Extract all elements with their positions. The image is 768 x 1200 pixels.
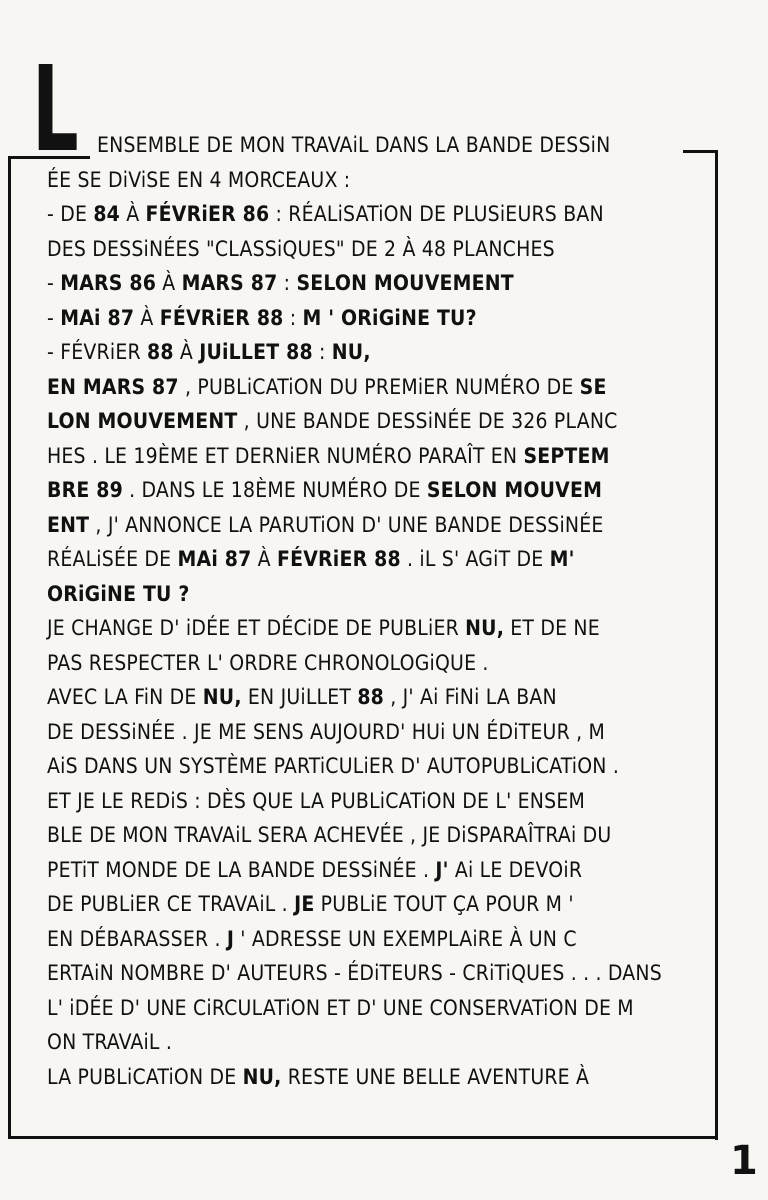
body-text bbox=[47, 128, 697, 1094]
text-line bbox=[47, 439, 697, 474]
text-line bbox=[47, 542, 697, 577]
text-segment: - DE bbox=[47, 202, 94, 226]
bold-text-segment: MARS 86 bbox=[60, 271, 157, 295]
text-line bbox=[47, 473, 697, 508]
text-line bbox=[47, 680, 697, 715]
frame-border-bottom bbox=[8, 1136, 718, 1139]
bold-text-segment: NU, bbox=[202, 685, 242, 709]
text-line bbox=[47, 370, 697, 405]
bold-text-segment: 84 bbox=[93, 202, 121, 226]
text-line bbox=[47, 1060, 697, 1095]
page-number: 1 bbox=[730, 1138, 758, 1184]
bold-text-segment: FÉVRiER 88 bbox=[277, 547, 401, 571]
text-line bbox=[47, 646, 697, 681]
text-segment: . DANS LE 18ÈME NUMÉRO DE bbox=[122, 478, 427, 502]
text-segment: DES DESSiNÉES "CLASSiQUES" DE 2 À 48 PLANCHES bbox=[47, 236, 555, 261]
text-segment: L' iDÉE D' UNE CiRCULATiON ET D' UNE CONSERVATiON DE M bbox=[47, 995, 634, 1020]
bold-text-segment: 88 bbox=[357, 685, 385, 709]
text-line bbox=[47, 404, 697, 439]
bold-text-segment: M ' ORiGiNE TU? bbox=[302, 305, 477, 330]
frame-border-right bbox=[715, 150, 718, 1140]
bold-text-segment: JE bbox=[294, 892, 315, 916]
bold-text-segment: FÉVRiER 86 bbox=[145, 202, 270, 226]
bold-text-segment: J' bbox=[435, 857, 449, 882]
bold-text-segment: FÉVRiER 88 bbox=[159, 305, 284, 330]
text-segment: À bbox=[156, 271, 182, 295]
text-line bbox=[47, 715, 697, 750]
bold-text-segment: BRE 89 bbox=[47, 478, 123, 502]
text-segment: - bbox=[47, 305, 61, 330]
text-segment: PETiT MONDE DE LA BANDE DESSiNÉE . bbox=[47, 857, 436, 882]
text-segment: ENSEMBLE DE MON TRAVAiL DANS LA BANDE DESSiN bbox=[97, 133, 611, 157]
bold-text-segment: NU, bbox=[331, 340, 371, 364]
text-segment: EN JUiLLET bbox=[241, 685, 358, 709]
text-line bbox=[47, 991, 697, 1026]
text-segment: . iL S' AGiT DE bbox=[400, 547, 550, 571]
text-segment: - FÉVRiER bbox=[47, 340, 147, 364]
bold-text-segment: LON MOUVEMENT bbox=[47, 409, 238, 433]
bold-text-segment: ORiGiNE TU ? bbox=[47, 581, 190, 606]
frame-border-left bbox=[8, 156, 11, 1137]
text-line bbox=[47, 577, 697, 612]
text-line bbox=[47, 749, 697, 784]
text-segment: LA PUBLiCATiON DE bbox=[47, 1064, 243, 1089]
text-segment: PUBLiE TOUT ÇA POUR M ' bbox=[314, 892, 574, 916]
text-line bbox=[47, 508, 697, 543]
text-line bbox=[47, 887, 697, 922]
text-segment: ' ADRESSE UN EXEMPLAiRE À UN C bbox=[234, 926, 577, 951]
bold-text-segment: MARS 87 bbox=[181, 271, 278, 295]
text-line bbox=[47, 163, 697, 198]
text-segment: RÉALiSÉE DE bbox=[47, 547, 178, 571]
text-line bbox=[47, 611, 697, 646]
bold-text-segment: M' bbox=[549, 547, 575, 571]
bold-text-segment: MAi 87 bbox=[177, 547, 252, 571]
text-line bbox=[47, 197, 697, 232]
text-line bbox=[47, 922, 697, 957]
bold-text-segment: ENT bbox=[47, 512, 90, 537]
text-line bbox=[47, 128, 697, 163]
text-segment: , UNE BANDE DESSiNÉE DE 326 PLANC bbox=[237, 409, 618, 433]
text-segment: , J' ANNONCE LA PARUTiON D' UNE BANDE DESSiNÉE bbox=[89, 512, 604, 537]
text-segment: : bbox=[283, 305, 303, 330]
text-segment: BLE DE MON TRAVAiL SERA ACHEVÉE , JE DiSPARAÎTRAi DU bbox=[47, 823, 612, 847]
text-line bbox=[47, 853, 697, 888]
bold-text-segment: SELON MOUVEM bbox=[426, 478, 603, 502]
text-line bbox=[47, 1025, 697, 1060]
text-segment: ERTAiN NOMBRE D' AUTEURS - ÉDiTEURS - CRiTiQUES . . . DANS bbox=[47, 961, 662, 985]
text-segment: AiS DANS UN SYSTÈME PARTiCULiER D' AUTOPUBLiCATiON . bbox=[47, 754, 620, 778]
text-segment: AVEC LA FiN DE bbox=[47, 685, 203, 709]
text-segment: DE PUBLiER CE TRAVAiL . bbox=[47, 892, 295, 916]
text-segment: : RÉALiSATiON DE PLUSiEURS BAN bbox=[269, 202, 604, 226]
text-segment: DE DESSiNÉE . JE ME SENS AUJOURD' HUi UN ÉDiTEUR , M bbox=[47, 719, 606, 744]
text-segment: RESTE UNE BELLE AVENTURE À bbox=[281, 1064, 590, 1089]
bold-text-segment: SELON MOUVEMENT bbox=[296, 271, 514, 295]
text-segment: : bbox=[312, 340, 332, 364]
text-segment: ET DE NE bbox=[504, 616, 600, 640]
text-segment: - bbox=[47, 271, 61, 295]
text-segment: ON TRAVAiL . bbox=[47, 1030, 173, 1054]
text-segment: : bbox=[277, 271, 297, 295]
text-line bbox=[47, 266, 697, 301]
bold-text-segment: 88 bbox=[146, 340, 174, 364]
bold-text-segment: NU, bbox=[242, 1064, 282, 1089]
text-segment: EN DÉBARASSER . bbox=[47, 926, 227, 951]
text-segment: À bbox=[120, 202, 146, 226]
text-segment: ET JE LE REDiS : DÈS QUE LA PUBLiCATiON DE L' ENSEM bbox=[47, 788, 585, 813]
text-segment: ÉE SE DiViSE EN 4 MORCEAUX : bbox=[47, 167, 351, 192]
text-segment: À bbox=[134, 305, 160, 330]
text-segment: À bbox=[251, 547, 278, 571]
bold-text-segment: MAi 87 bbox=[60, 305, 135, 330]
bold-text-segment: J bbox=[226, 926, 235, 951]
text-line bbox=[47, 301, 697, 336]
text-segment: JE CHANGE D' iDÉE ET DÉCiDE DE PUBLiER bbox=[47, 616, 466, 640]
bold-text-segment: JUiLLET 88 bbox=[199, 340, 313, 364]
text-segment: Ai LE DEVOiR bbox=[448, 857, 583, 882]
bold-text-segment: SEPTEM bbox=[523, 443, 610, 468]
bold-text-segment: SE bbox=[579, 374, 607, 399]
text-segment: , J' Ai FiNi LA BAN bbox=[384, 685, 557, 709]
text-line bbox=[47, 956, 697, 991]
text-segment: PAS RESPECTER L' ORDRE CHRONOLOGiQUE . bbox=[47, 650, 489, 675]
bold-text-segment: EN MARS 87 bbox=[47, 374, 179, 399]
text-line bbox=[47, 784, 697, 819]
drop-cap: L bbox=[32, 40, 79, 178]
text-line bbox=[47, 818, 697, 853]
text-line bbox=[47, 335, 697, 370]
text-segment: À bbox=[173, 340, 200, 364]
text-segment: HES . LE 19ÈME ET DERNiER NUMÉRO PARAÎT EN bbox=[47, 443, 524, 468]
text-segment: , PUBLiCATiON DU PREMiER NUMÉRO DE bbox=[178, 374, 580, 399]
bold-text-segment: NU, bbox=[465, 616, 505, 640]
text-line bbox=[47, 232, 697, 267]
